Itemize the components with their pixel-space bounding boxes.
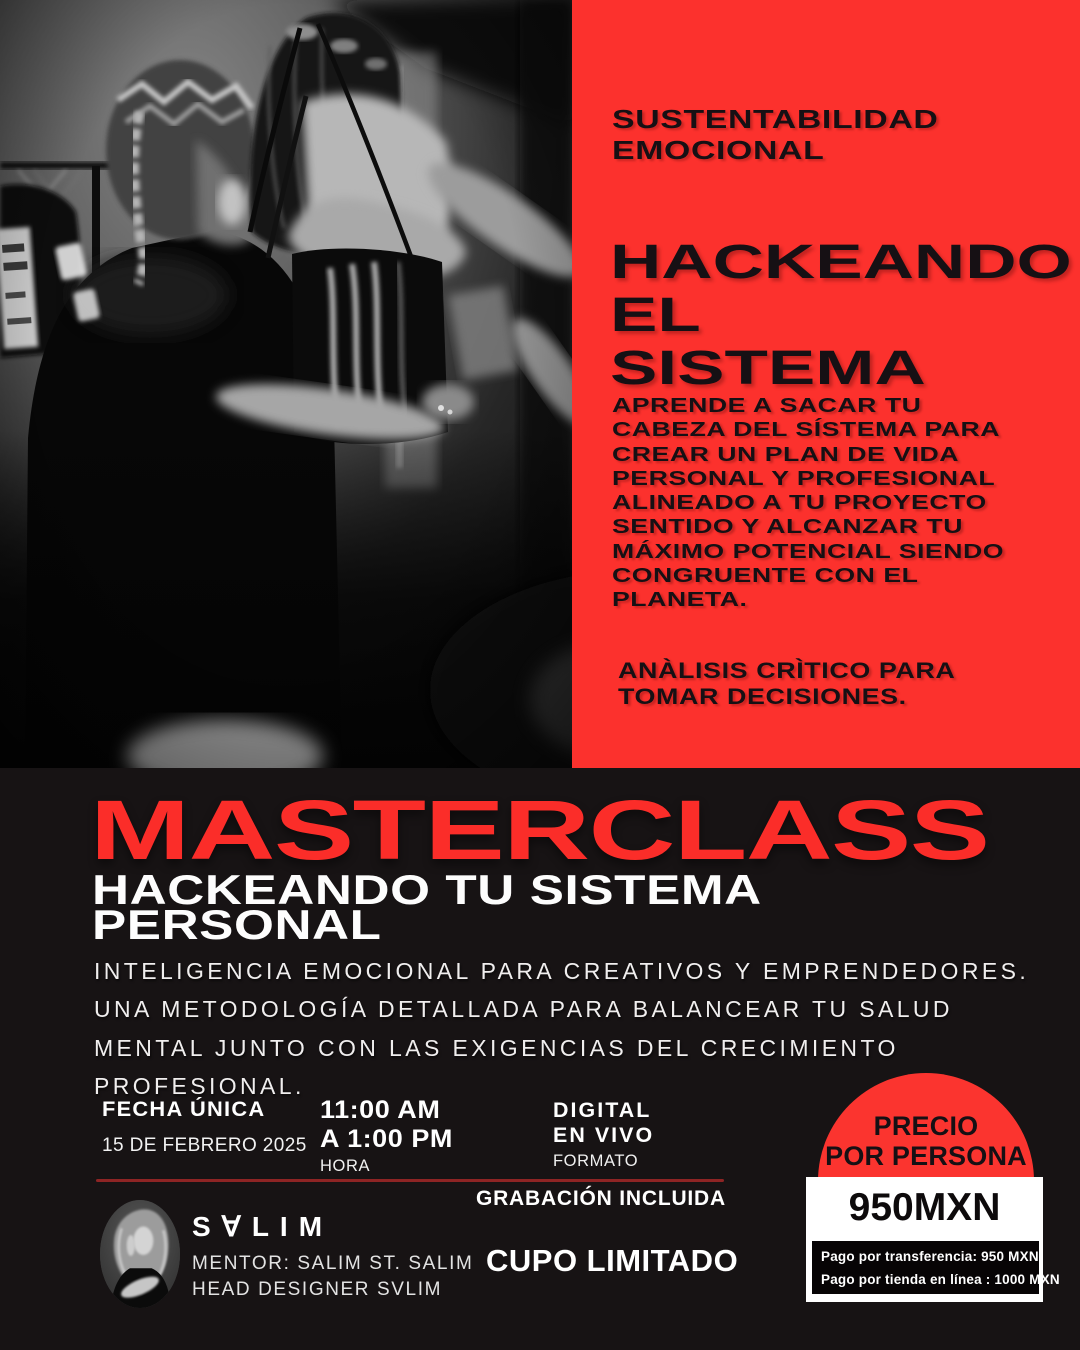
payment-option: Pago por transferencia: 950 MXN xyxy=(821,1249,1039,1264)
masterclass-description-line: PROFESIONAL. xyxy=(94,1073,305,1100)
masterclass-description-line: MENTAL JUNTO CON LAS EXIGENCIAS DEL CRECIMIENTO xyxy=(94,1034,899,1061)
detail-format xyxy=(553,1098,655,1171)
hero-description-line: APRENDE A SACAR TU xyxy=(612,394,922,417)
mentor-avatar xyxy=(100,1200,180,1308)
hero-description-line: CABEZA DEL SÍSTEMA PARA xyxy=(612,418,1001,442)
hero-description-line: ALINEADO A TU PROYECTO xyxy=(612,491,987,515)
hero-description-line: PLANETA. xyxy=(612,588,748,612)
mentor-avatar-illustration xyxy=(100,1200,180,1308)
recording-note: GRABACIÓN INCLUIDA xyxy=(475,1187,726,1210)
hero-description-line: CREAR UN PLAN DE VIDA xyxy=(612,442,960,466)
masterclass-description-line: UNA METODOLOGÍA DETALLADA PARA BALANCEAR TU SALUD xyxy=(94,996,953,1023)
mentor-role: MENTOR: SALIM ST. SALIM xyxy=(192,1253,474,1274)
masterclass-section xyxy=(0,768,1080,1350)
hero-title-line: SISTEMA xyxy=(610,342,926,395)
masterclass-subtitle-line: HACKEANDO TU SISTEMA xyxy=(92,866,762,913)
detail-time-caption: HORA xyxy=(320,1157,371,1175)
hero-title xyxy=(610,236,1072,395)
detail-time xyxy=(320,1096,453,1176)
detail-date-value: 15 DE FEBRERO 2025 xyxy=(102,1135,307,1156)
backstage-photo-illustration xyxy=(0,0,572,768)
hero-panel xyxy=(572,0,1080,768)
payment-options xyxy=(812,1241,1060,1294)
detail-date xyxy=(102,1098,307,1157)
hero-title-line: HACKEANDO xyxy=(610,236,1072,289)
detail-date-label: FECHA ÚNICA xyxy=(102,1098,266,1121)
price-badge-text xyxy=(818,1111,1034,1171)
mentor-title: HEAD DESIGNER SVLIM xyxy=(192,1279,443,1300)
brand-logo: S∀LIM xyxy=(192,1211,334,1242)
hero-eyebrow-line: SUSTENTABILIDAD xyxy=(612,104,939,134)
hero-description-line: SENTIDO Y ALCANZAR TU xyxy=(612,515,963,539)
payment-option: Pago por tienda en línea : 1000 MXN xyxy=(821,1272,1060,1287)
masterclass-subtitle-line: PERSONAL xyxy=(92,901,382,948)
hero-eyebrow xyxy=(612,104,938,166)
capacity-note: CUPO LIMITADO xyxy=(486,1243,739,1278)
price-card xyxy=(806,1177,1060,1302)
hero-footnote-line: TOMAR DECISIONES. xyxy=(618,684,907,709)
hero-eyebrow-line: EMOCIONAL xyxy=(612,135,825,165)
hero-footnote-line: ANÀLISIS CRÌTICO PARA xyxy=(618,658,956,683)
hero-description-line: MÁXIMO POTENCIAL SIENDO xyxy=(612,539,1005,563)
hero-description-line: PERSONAL Y PROFESIONAL xyxy=(612,466,996,490)
divider-line xyxy=(96,1179,724,1182)
masterclass-title: MASTERCLASS xyxy=(90,783,989,877)
price-amount: 950MXN xyxy=(848,1186,1001,1229)
masterclass-subtitle xyxy=(92,866,762,948)
hero-title-line: EL xyxy=(610,289,701,342)
detail-format-line: EN VIVO xyxy=(553,1124,655,1147)
backstage-photo xyxy=(0,0,572,768)
hero-description xyxy=(612,394,1004,613)
price-badge-line: POR PERSONA xyxy=(825,1141,1027,1171)
detail-time-line: 11:00 AM xyxy=(320,1096,441,1124)
detail-format-line: DIGITAL xyxy=(553,1099,652,1122)
hero-footnote xyxy=(618,658,955,710)
masterclass-description-line: INTELIGENCIA EMOCIONAL PARA CREATIVOS Y EMPRENDEDORES. xyxy=(94,958,1030,984)
detail-format-caption: FORMATO xyxy=(553,1152,639,1170)
detail-time-line: A 1:00 PM xyxy=(320,1124,453,1153)
price-badge-line: PRECIO xyxy=(873,1111,979,1141)
hero-description-line: CONGRUENTE CON EL xyxy=(612,564,919,588)
